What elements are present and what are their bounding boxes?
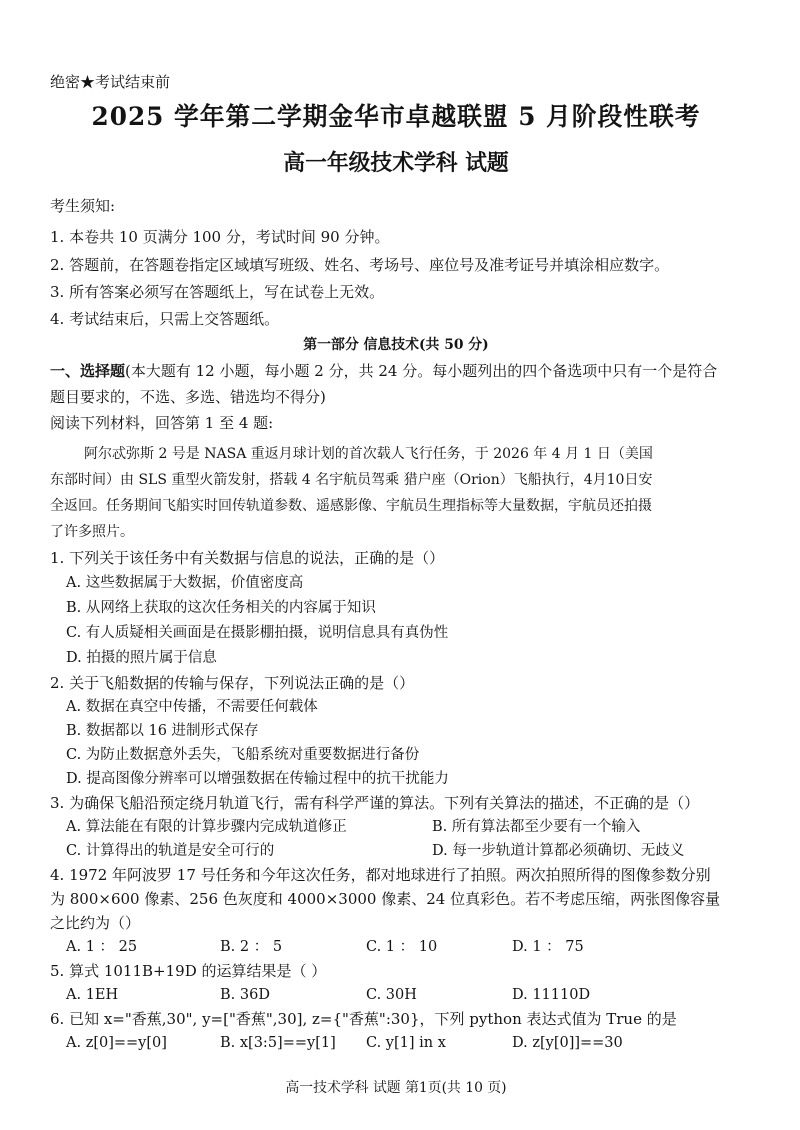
page-footer: 高一技术学科 试题 第1页(共 10 页) [285, 1080, 507, 1096]
section-one-header [50, 361, 717, 381]
q4-stem-line-1: 4. 1972 年阿波罗 17 号任务和今年这次任务，都对地球进行了拍照。两次拍照所得的图像参数分别 [50, 866, 711, 884]
q2-option-b: B. 数据都以 16 进制形式保存 [66, 723, 259, 739]
q4-option-c: C. 1 ： 10 [366, 939, 438, 955]
q3-option-b: B. 所有算法都至少要有一个输入 [432, 819, 641, 835]
notice-heading: 考生须知: [50, 197, 116, 215]
q2-option-a: A. 数据在真空中传播，不需要任何载体 [66, 699, 318, 715]
q2-option-c: C. 为防止数据意外丢失，飞船系统对重要数据进行备份 [66, 747, 420, 763]
material-line-3: 全返回。任务期间飞船实时回传轨道参数、遥感影像、宇航员生理指标等大量数据，宇航员还拍摄 [50, 498, 652, 514]
q5-option-d: D. 11110D [512, 987, 591, 1003]
q6-option-a: A. z[0]==y[0] [66, 1035, 167, 1051]
notice-item-4: 4. 考试结束后，只需上交答题纸。 [50, 310, 280, 328]
notice-item-2: 2. 答题前，在答题卷指定区域填写班级、姓名、考场号、座位号及准考证号并填涂相应数字。 [50, 256, 670, 274]
q4-option-a: A. 1 ： 25 [66, 939, 138, 955]
q3-option-c: C. 计算得出的轨道是安全可行的 [66, 843, 275, 859]
q5-option-a: A. 1EH [66, 987, 119, 1003]
section-one-desc: (本大题有 12 小题，每小题 2 分，共 24 分。每小题列出的四个备选项中只有一个是符合 [125, 362, 718, 380]
section-one-desc-2: 题目要求的，不选、多选、错选均不得分) [50, 388, 326, 406]
q6-option-c: C. y[1] in x [366, 1035, 446, 1051]
q6-stem: 6. 已知 x="香蕉,30", y=["香蕉",30], z={"香蕉":30}，下列 python 表达式值为 True 的是 [50, 1010, 677, 1028]
q3-option-d: D. 每一步轨道计算都必须确切、无歧义 [432, 843, 685, 859]
q5-option-c: C. 30H [366, 987, 417, 1003]
q4-option-b: B. 2 ： 5 [220, 939, 283, 955]
material-line-2: 东部时间）由 SLS 重型火箭发射，搭载 4 名宇航员驾乘 猎户座（Orion）飞船执行，4月10日安 [50, 472, 653, 488]
q1-option-d: D. 拍摄的照片属于信息 [66, 650, 217, 666]
q5-stem: 5. 算式 1011B+19D 的运算结果是（ ） [50, 962, 327, 980]
q4-stem-line-3: 之比约为（） [50, 914, 141, 932]
exam-title: 2025 学年第二学期金华市卓越联盟 5 月阶段性联考 [91, 102, 701, 131]
material-line-4: 了许多照片。 [50, 524, 134, 540]
notice-item-1: 1. 本卷共 10 页满分 100 分，考试时间 90 分钟。 [50, 228, 390, 246]
q2-stem: 2. 关于飞船数据的传输与保存，下列说法正确的是（） [50, 674, 415, 692]
reading-prompt: 阅读下列材料，回答第 1 至 4 题: [50, 414, 274, 432]
q6-option-b: B. x[3:5]==y[1] [220, 1035, 336, 1051]
section-one-label: 一、选择题 [50, 362, 126, 380]
q1-option-c: C. 有人质疑相关画面是在摄影棚拍摄，说明信息具有真伪性 [66, 625, 449, 641]
q1-stem: 1. 下列关于该任务中有关数据与信息的说法，正确的是（） [50, 549, 445, 567]
exam-subtitle: 高一年级技术学科 试题 [283, 150, 509, 176]
classified-mark: 绝密★考试结束前 [50, 73, 171, 91]
q3-option-a: A. 算法能在有限的计算步骤内完成轨道修正 [66, 819, 347, 835]
material-line-1: 阿尔忒弥斯 2 号是 NASA 重返月球计划的首次载人飞行任务，于 2026 年 4 月 1 日（美国 [84, 446, 653, 462]
part-one-title: 第一部分 信息技术(共 50 分) [303, 337, 489, 353]
q3-stem: 3. 为确保飞船沿预定绕月轨道飞行，需有科学严谨的算法。下列有关算法的描述，不正确的是（） [50, 794, 700, 812]
q4-stem-line-2: 为 800×600 像素、256 色灰度和 4000×3000 像素、24 位真彩色。若不考虑压缩，两张图像容量 [50, 890, 721, 908]
q6-option-d: D. z[y[0]]==30 [512, 1035, 623, 1051]
q5-option-b: B. 36D [220, 987, 270, 1003]
q4-option-d: D. 1 ： 75 [512, 939, 584, 955]
notice-item-3: 3. 所有答案必须写在答题纸上，写在试卷上无效。 [50, 283, 385, 301]
q1-option-b: B. 从网络上获取的这次任务相关的内容属于知识 [66, 600, 376, 616]
q1-option-a: A. 这些数据属于大数据，价值密度高 [66, 575, 304, 591]
q2-option-d: D. 提高图像分辨率可以增强数据在传输过程中的抗干扰能力 [66, 771, 449, 787]
